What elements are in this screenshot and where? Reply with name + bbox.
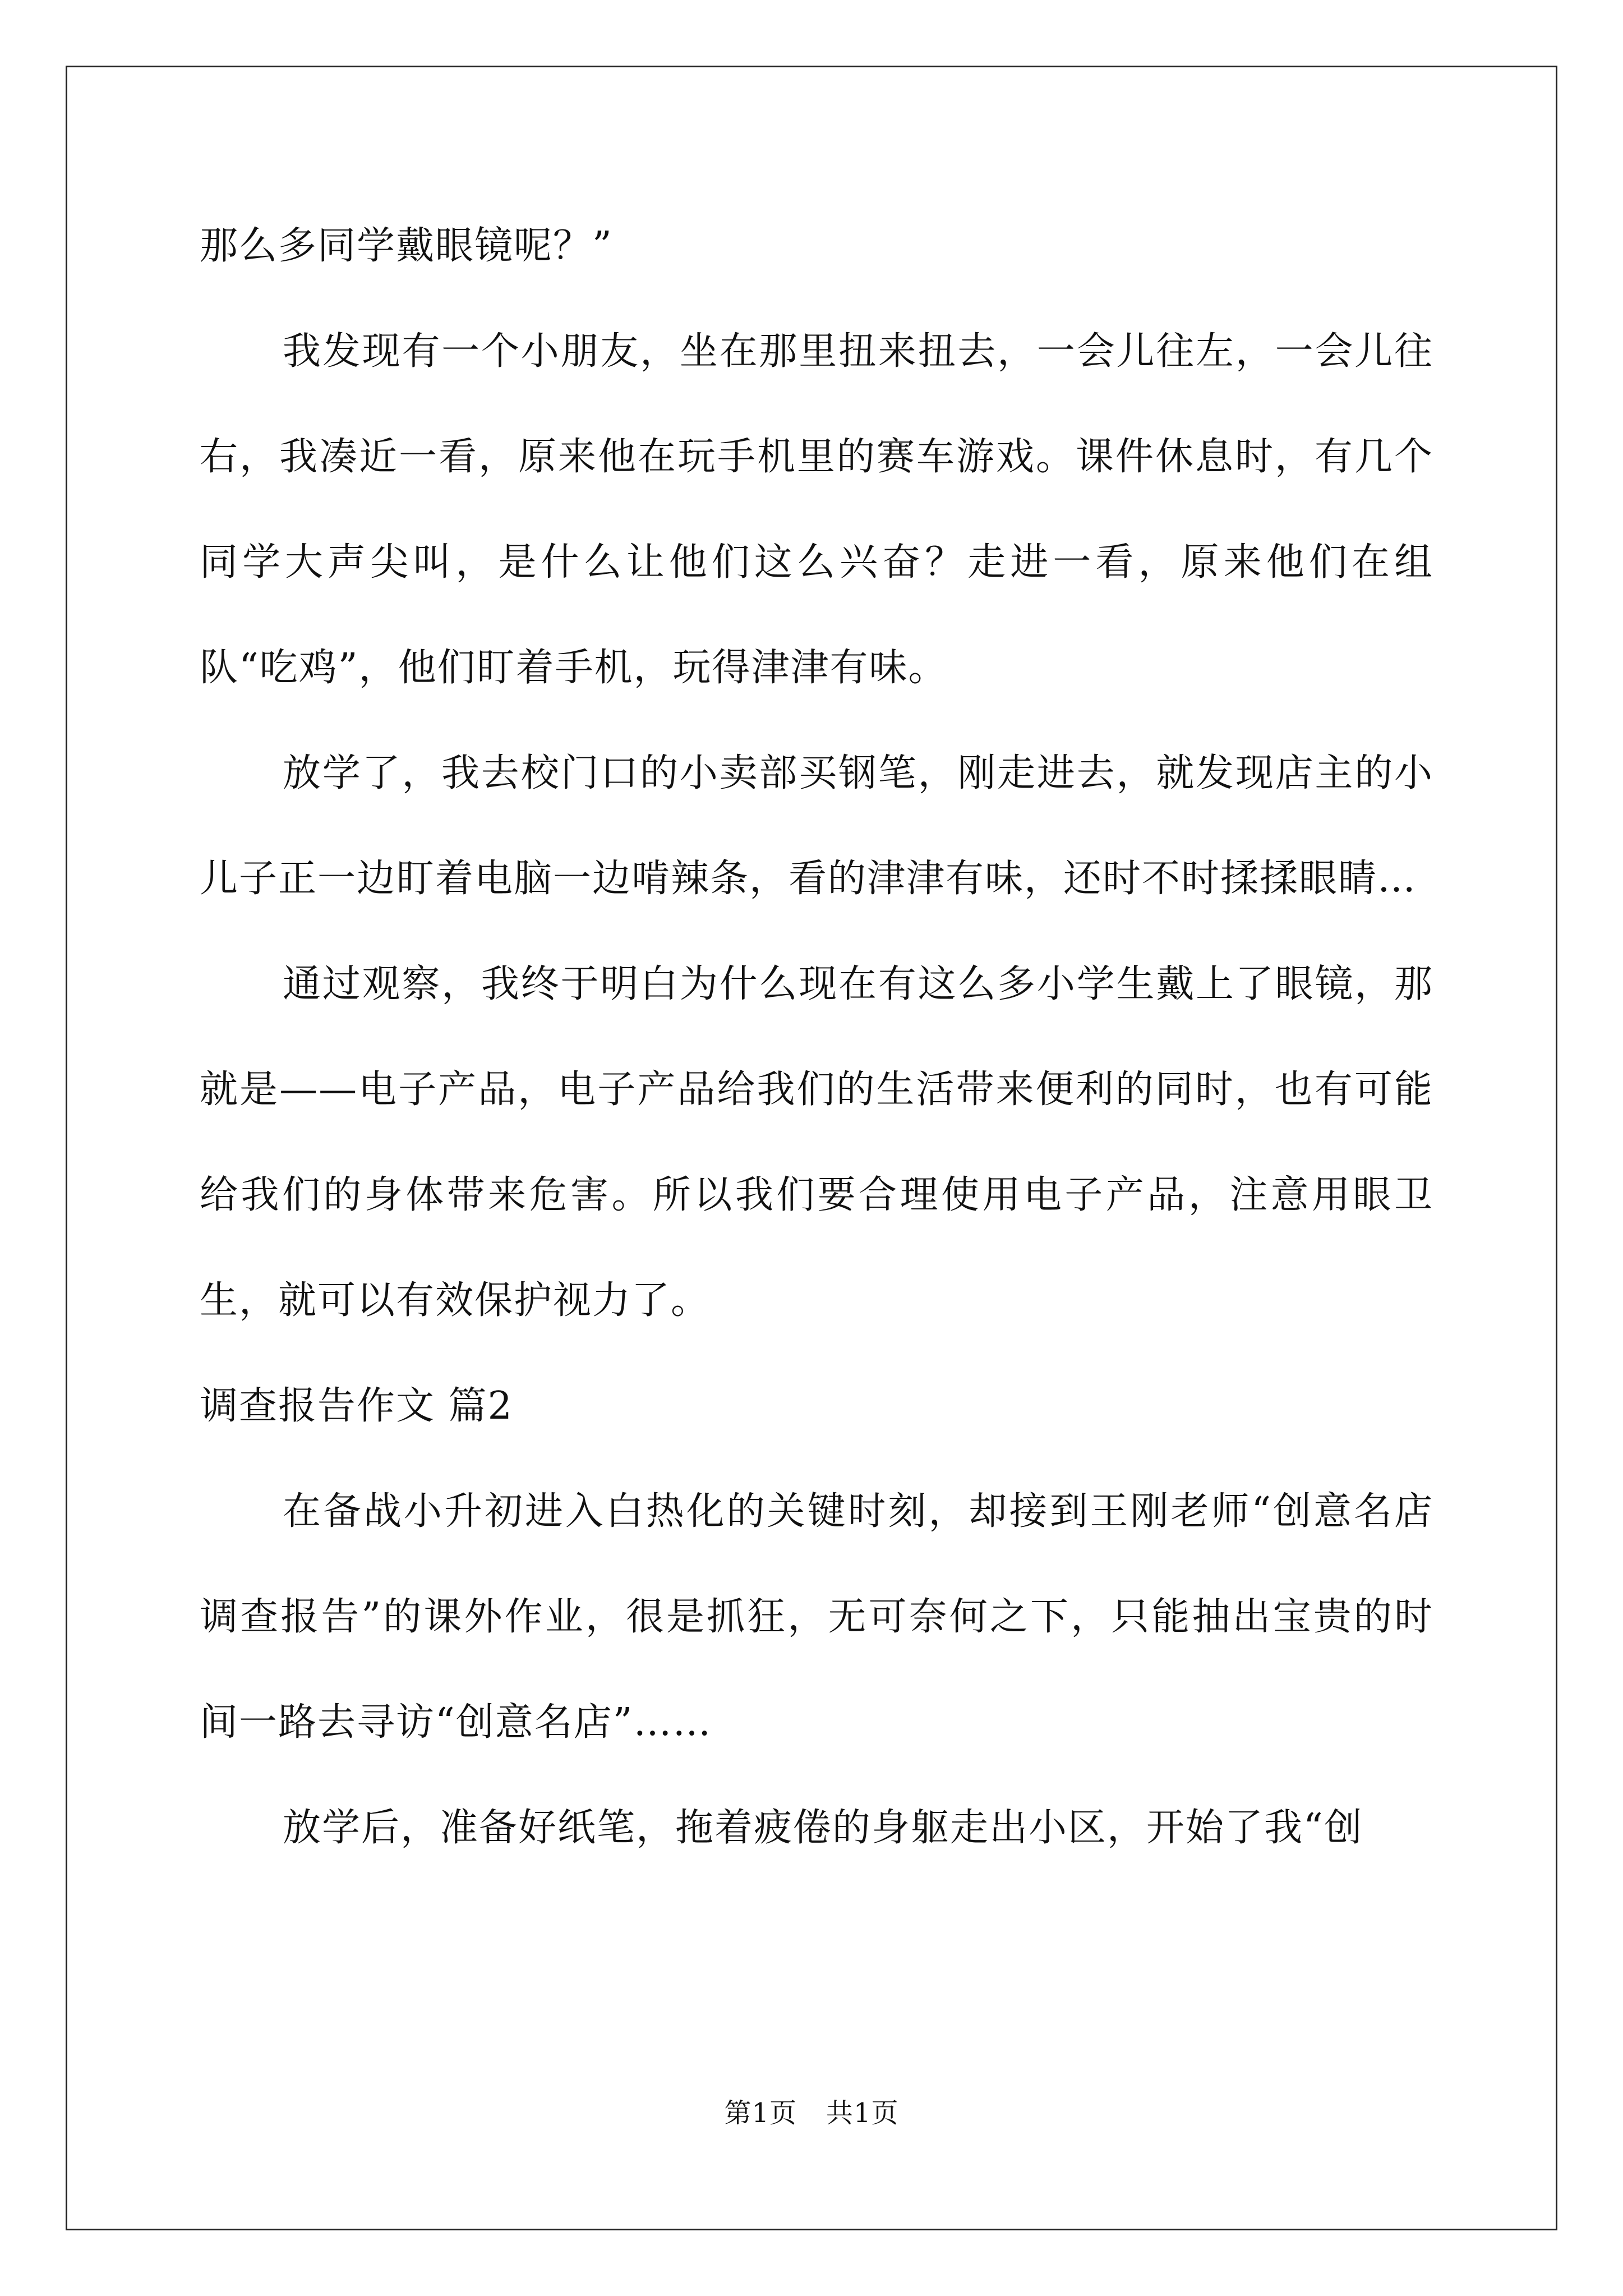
page-number: 第1页	[724, 2097, 797, 2129]
document-body	[200, 194, 1433, 1881]
paragraph-6: 放学后，准备好纸笔，拖着疲倦的身躯走出小区，开始了我“创	[283, 1806, 1363, 1850]
paragraph-3: 放学了，我去校门口的小卖部买钢笔，刚走进去，就发现店主的小儿子正一边盯着电脑一边啃辣条，看的津津有味，还时不时揉揉眼睛…	[200, 751, 1433, 901]
paragraph-5: 在备战小升初进入白热化的关键时刻，却接到王刚老师“创意名店调查报告”的课外作业，很是抓狂，无可奈何之下，只能抽出宝贵的时间一路去寻访“创意名店”……	[200, 1489, 1433, 1745]
page-total: 共1页	[826, 2097, 899, 2129]
paragraph-4: 通过观察，我终于明白为什么现在有这么多小学生戴上了眼镜，那就是——电子产品，电子产品给我们的生活带来便利的同时，也有可能给我们的身体带来危害。所以我们要合理使用电子产品，注意用眼卫生，就可以有效保护视力了。	[200, 962, 1433, 1323]
page-footer	[0, 2091, 1623, 2130]
section-heading: 调查报告作文 篇2	[200, 1384, 513, 1428]
paragraph-2: 我发现有一个小朋友，坐在那里扭来扭去，一会儿往左，一会儿往右，我凑近一看，原来他在玩手机里的赛车游戏。课件休息时，有几个同学大声尖叫，是什么让他们这么兴奋？走进一看，原来他们在组队“吃鸡”，他们盯着手机，玩得津津有味。	[200, 329, 1433, 690]
paragraph-1: 那么多同学戴眼镜呢？”	[200, 224, 613, 268]
